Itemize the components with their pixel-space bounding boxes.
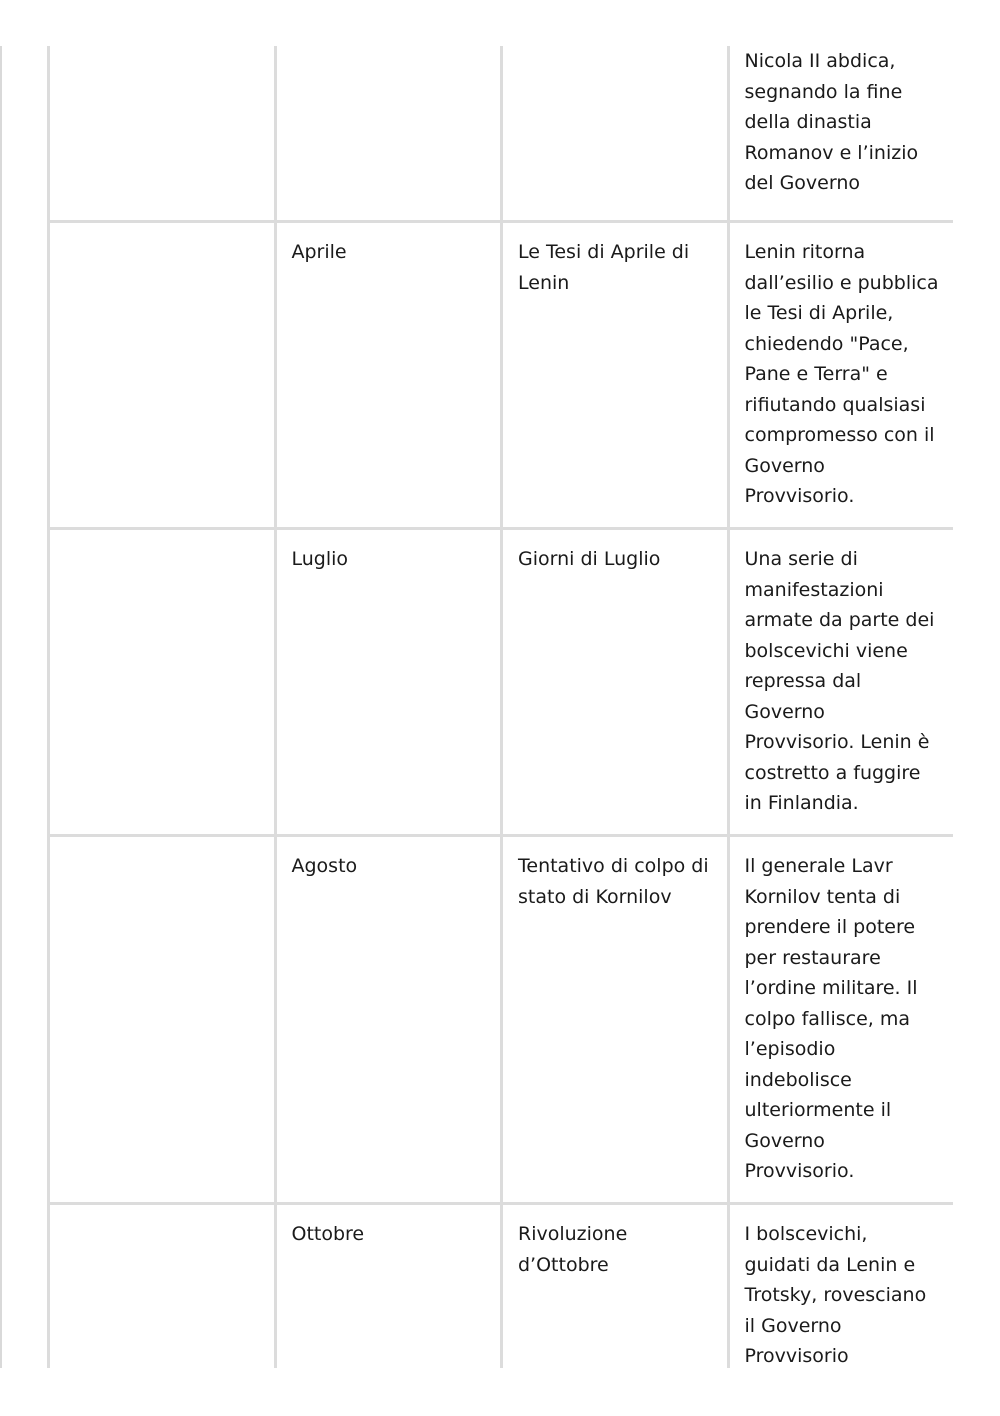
year-cell bbox=[49, 529, 276, 836]
table-row bbox=[49, 222, 954, 529]
table-row bbox=[49, 1204, 954, 1369]
table-row bbox=[49, 836, 954, 1204]
month-cell bbox=[275, 46, 502, 222]
event-cell: Le Tesi di Aprile di Lenin bbox=[502, 222, 729, 529]
event-cell bbox=[502, 46, 729, 222]
year-cell bbox=[49, 1204, 276, 1369]
table-row bbox=[49, 46, 954, 222]
description-cell: I bolscevichi, guidati da Lenin e Trotsky, rovesciano il Governo Provvisorio bbox=[728, 1204, 953, 1369]
description-cell: Il generale Lavr Kornilov tenta di prendere il potere per restaurare l’ordine militare. Il colpo fallisce, ma l’episodio indebolisce ulteriormente il Governo Provvisorio. bbox=[728, 836, 953, 1204]
year-cell bbox=[49, 836, 276, 1204]
description-cell: Una serie di manifestazioni armate da parte dei bolscevichi viene repressa dal Governo Provvisorio. Lenin è costretto a fuggire in Finlandia. bbox=[728, 529, 953, 836]
description-cell: Lenin ritorna dall’esilio e pubblica le Tesi di Aprile, chiedendo "Pace, Pane e Terra" e rifiutando qualsiasi compromesso con il Governo Provvisorio. bbox=[728, 222, 953, 529]
month-cell: Ottobre bbox=[275, 1204, 502, 1369]
table-row bbox=[49, 529, 954, 836]
event-cell: Rivoluzione d’Ottobre bbox=[502, 1204, 729, 1369]
month-cell: Aprile bbox=[275, 222, 502, 529]
description-cell: Nicola II abdica, segnando la fine della dinastia Romanov e l’inizio del Governo bbox=[728, 46, 953, 222]
timeline-table bbox=[47, 46, 953, 1368]
event-cell: Tentativo di colpo di stato di Kornilov bbox=[502, 836, 729, 1204]
month-cell: Luglio bbox=[275, 529, 502, 836]
year-cell bbox=[49, 222, 276, 529]
page-left-edge bbox=[0, 46, 2, 1368]
timeline-table-container bbox=[47, 46, 953, 1368]
month-cell: Agosto bbox=[275, 836, 502, 1204]
year-cell bbox=[49, 46, 276, 222]
event-cell: Giorni di Luglio bbox=[502, 529, 729, 836]
